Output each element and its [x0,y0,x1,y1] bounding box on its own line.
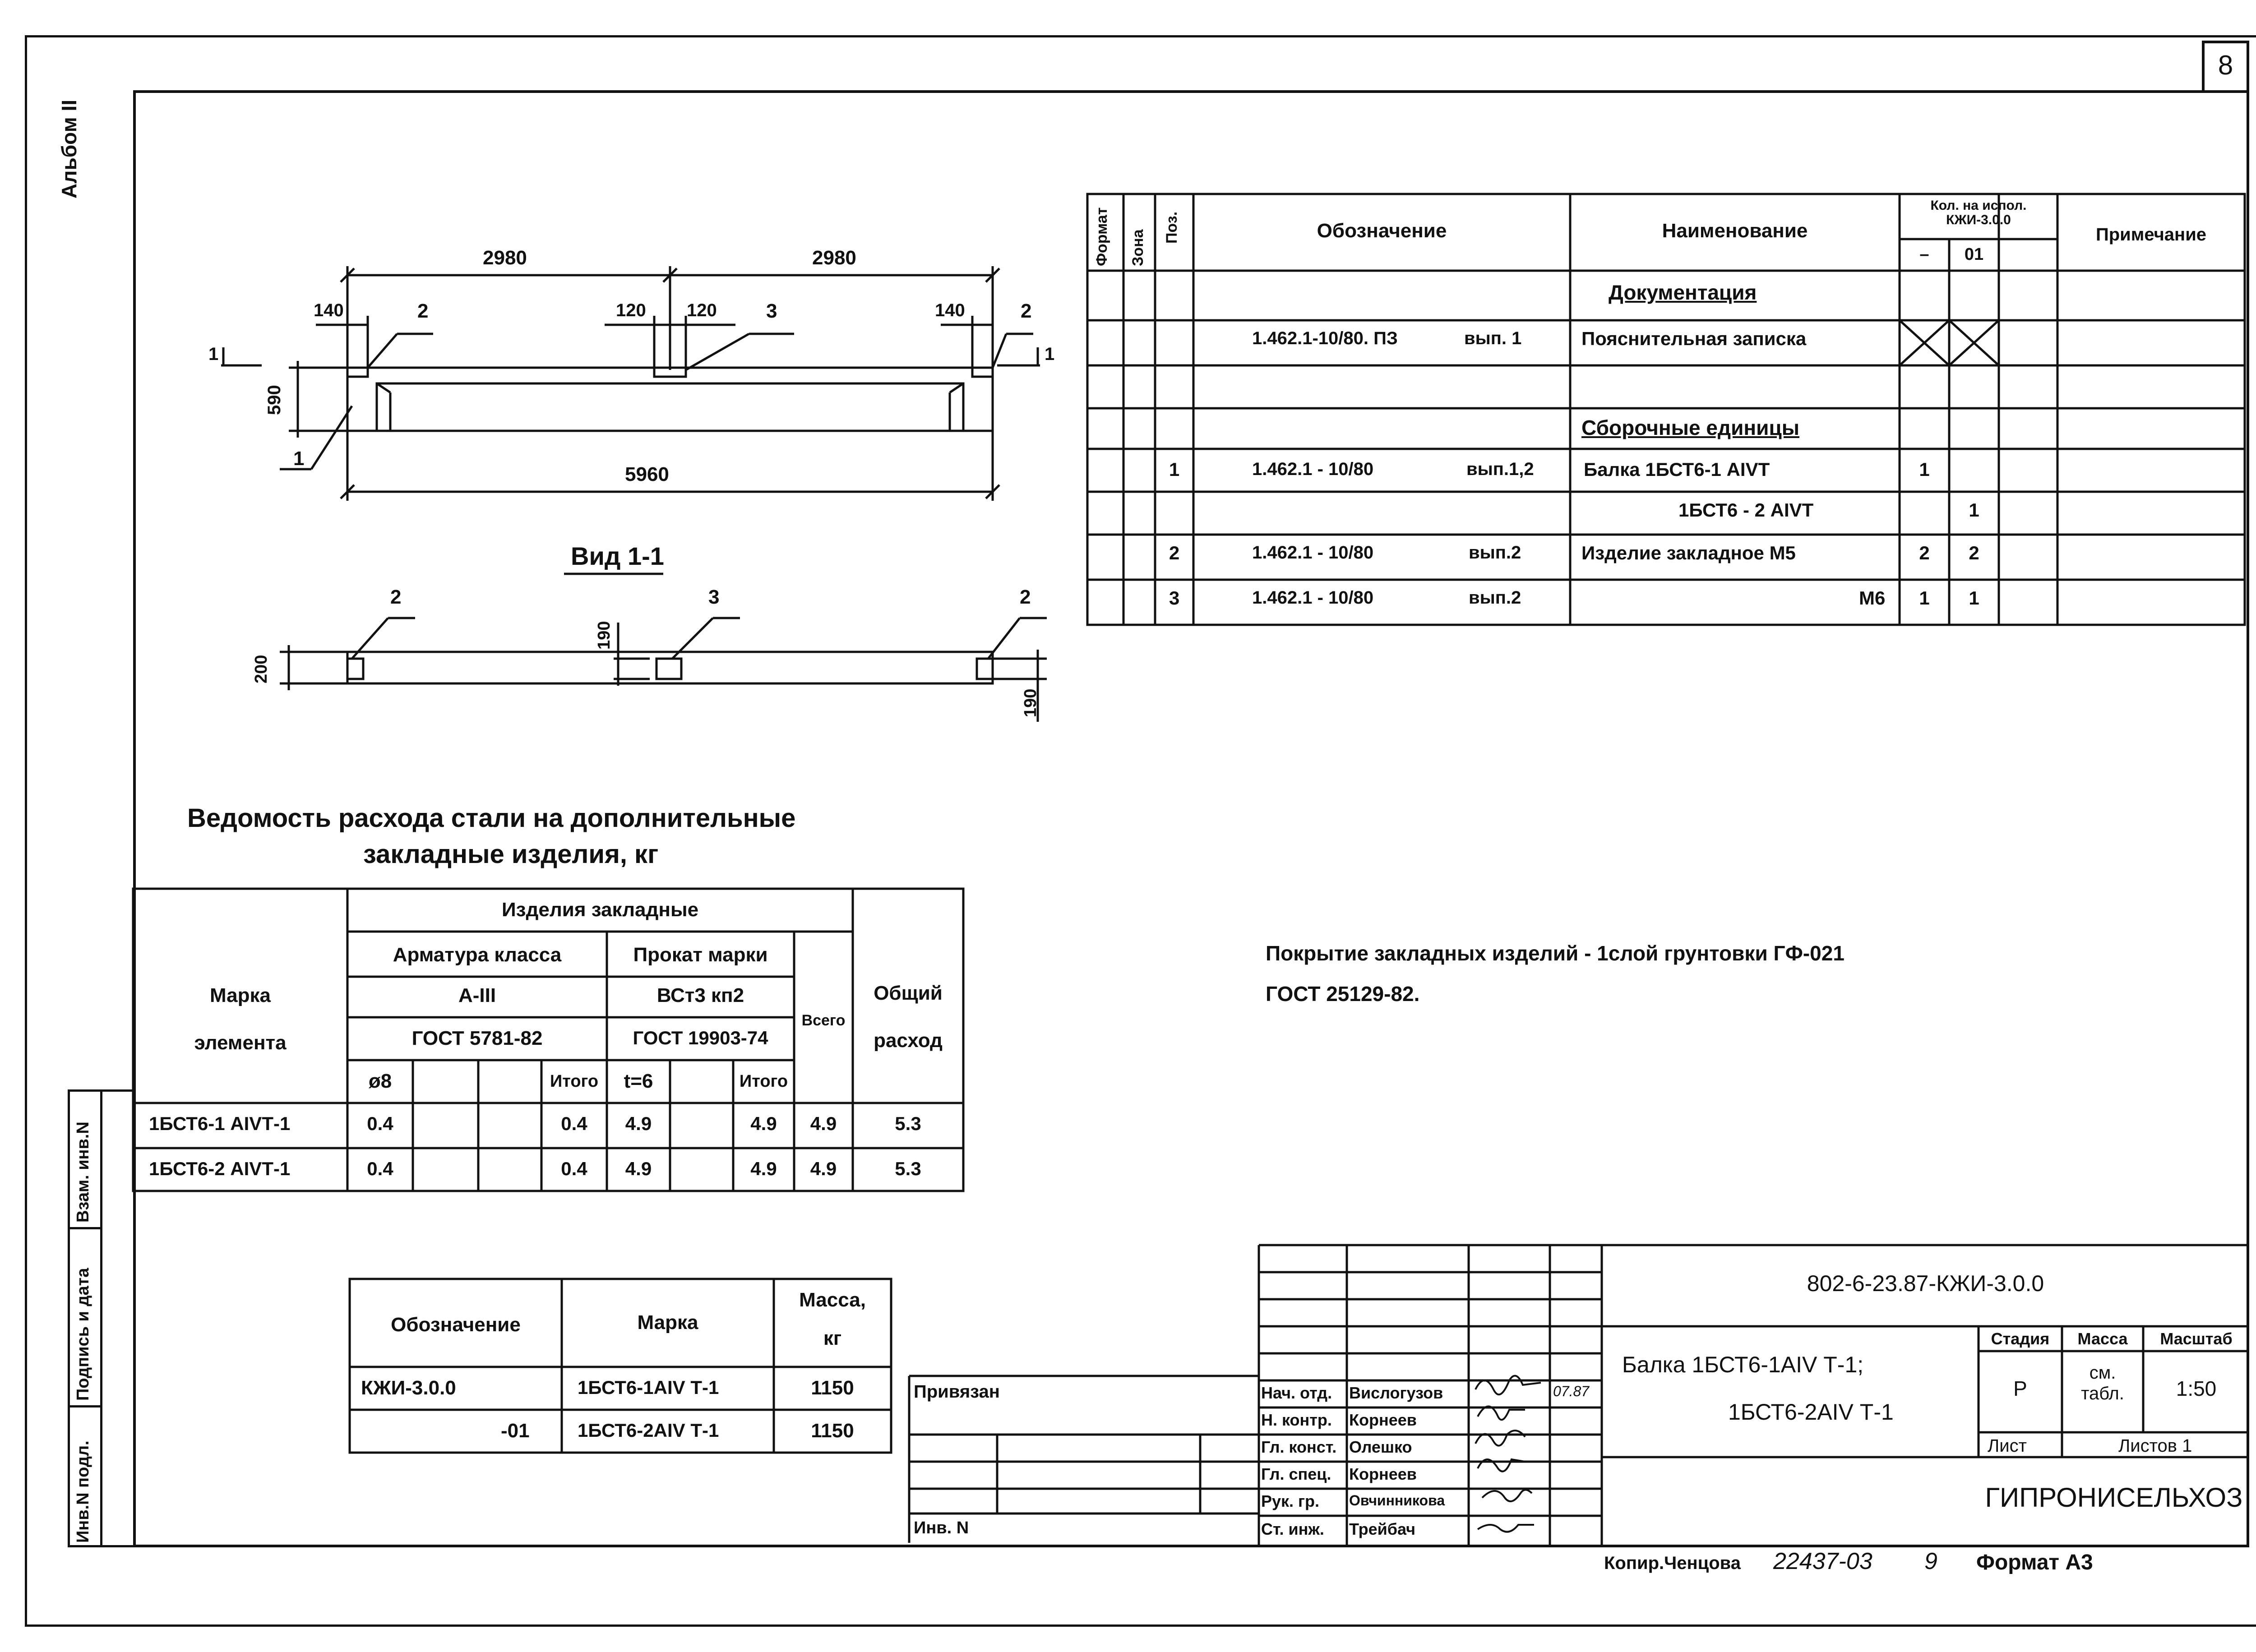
steel-h-elementa: элемента [194,1032,287,1054]
spec-row-4-issue: вып.2 [1469,588,1521,608]
spec-h-designation: Обозначение [1317,220,1447,242]
steel-h-itogo1: Итого [550,1072,599,1091]
spec-table-grid [1083,189,2247,632]
footer-copied: Копир.Ченцова [1604,1553,1741,1573]
signer-name-2: Корнеев [1349,1411,1417,1429]
album-label: Альбом II [57,100,81,198]
title-list: Лист [1988,1436,2027,1456]
side-stamp-podpis: Подпись и дата [74,1268,92,1401]
inv-n-label: Инв. N [914,1518,969,1537]
side-stamp-vzam: Взам. инв.N [74,1121,92,1223]
sheet-number: 8 [2218,50,2233,80]
signer-name-3: Олешко [1349,1438,1412,1456]
mass-h-kg: кг [823,1327,842,1349]
steel-h-t6: t=6 [624,1070,653,1092]
steel-row-1-itogo1: 0.4 [561,1113,587,1134]
view-label-3: 3 [708,586,720,608]
label-2-left: 2 [417,300,429,322]
spec-h-zone: Зона [1129,229,1146,266]
steel-row-2-mark: 1БСТ6-2 АIVТ-1 [149,1158,291,1179]
spec-h-qty-sub2: 01 [1964,245,1984,264]
signer-role-2: Н. контр. [1261,1411,1332,1429]
mass-row-1-oboz: КЖИ-3.0.0 [361,1377,456,1399]
spec-row-4-name: М6 [1859,587,1886,609]
title-name-line2: 1БСТ6-2АIV Т-1 [1728,1399,1894,1425]
cut-mark-left: 1 [208,344,219,364]
spec-row-3-q1: 2 [1919,542,1930,563]
footer-format: Формат А3 [1976,1550,2093,1574]
footer-number: 22437-03 [1773,1548,1872,1574]
signer-role-1: Нач. отд. [1261,1384,1332,1402]
title-date: 07.87 [1553,1383,1590,1399]
spec-row-3-issue: вып.2 [1469,543,1521,563]
label-2-right: 2 [1021,300,1032,322]
steel-row-1-mark: 1БСТ6-1 АIVТ-1 [149,1113,291,1134]
mass-row-2-oboz: -01 [501,1420,530,1442]
mass-row-2-marka: 1БСТ6-2АIV Т-1 [578,1420,719,1441]
steel-row-1-vsego: 4.9 [810,1113,837,1134]
spec-row-3-pos: 2 [1169,542,1180,563]
side-stamp-inv-podl: Инв.N подл. [74,1440,92,1543]
steel-row-1-total: 5.3 [895,1113,921,1134]
steel-h-izdelia: Изделия закладные [501,899,699,921]
steel-row-1-phi8: 0.4 [367,1113,393,1134]
signer-name-4: Корнеев [1349,1465,1417,1483]
spec-row-1-name: Балка 1БСТ6-1 АIVТ [1584,459,1770,480]
view-label-2-left: 2 [390,586,402,608]
signer-role-4: Гл. спец. [1261,1465,1331,1483]
steel-h-obshiy: Общий [874,982,943,1004]
spec-h-pos: Поз. [1163,211,1180,244]
signer-role-3: Гл. конст. [1261,1438,1337,1456]
mass-h-massa: Масса, [799,1289,866,1311]
title-stadia: Р [2013,1377,2027,1400]
side-stamp-divider [68,1227,102,1229]
signer-name-5: Овчинникова [1349,1492,1445,1509]
spec-section-docs: Документация [1609,281,1757,304]
spec-row-1-designation: 1.462.1 - 10/80 [1252,459,1374,479]
mass-row-1-marka: 1БСТ6-1АIV Т-1 [578,1377,719,1398]
view-dim-190-mid: 190 [595,621,614,650]
privyazan-label: Привязан [914,1382,1000,1402]
dim-140-right: 140 [935,300,965,320]
steel-h-vst: ВСт3 кп2 [656,984,744,1006]
coating-note-line2: ГОСТ 25129-82. [1266,982,1420,1006]
steel-row-2-total: 5.3 [895,1158,921,1179]
steel-row-1-itogo2: 4.9 [750,1113,777,1134]
title-name-line1: Балка 1БСТ6-1АIV Т-1; [1622,1352,1864,1377]
spec-h-note: Примечание [2095,225,2207,245]
footer-sheet: 9 [1924,1548,1937,1574]
spec-row-2-name: 1БСТ6 - 2 АIVТ [1678,499,1814,521]
signer-role-5: Рук. гр. [1261,1492,1320,1510]
title-massa: см. табл. [2081,1363,2124,1403]
dim-140-left: 140 [314,300,344,320]
spec-section-units: Сборочные единицы [1581,416,1799,439]
spec-row-3-designation: 1.462.1 - 10/80 [1252,543,1374,563]
dim-2980-left: 2980 [483,247,527,269]
spec-row-4-q2: 1 [1969,587,1979,609]
spec-row-1-pos: 1 [1169,459,1180,480]
title-code: 802-6-23.87-КЖИ-3.0.0 [1807,1271,2044,1296]
spec-h-qty: Кол. на испол. КЖИ-3.0.0 [1930,198,2027,227]
steel-title-line1: Ведомость расхода стали на дополнительные [187,803,796,833]
steel-row-2-itogo1: 0.4 [561,1158,587,1179]
title-org: ГИПРОНИСЕЛЬХОЗ [1985,1482,2243,1513]
mass-row-1-massa: 1150 [811,1377,854,1399]
steel-row-1-t6: 4.9 [625,1113,652,1134]
spec-h-name: Наименование [1662,220,1808,242]
spec-row-4-designation: 1.462.1 - 10/80 [1252,588,1374,608]
mass-h-marka: Марка [637,1311,698,1334]
steel-row-2-t6: 4.9 [625,1158,652,1179]
steel-h-phi8: ø8 [368,1070,392,1092]
view-label-2-right: 2 [1020,586,1031,608]
spec-row-2-q2: 1 [1969,499,1979,521]
spec-row-4-pos: 3 [1169,587,1180,609]
signer-role-6: Ст. инж. [1261,1520,1324,1538]
title-h-masshtab: Масштаб [2160,1329,2233,1348]
view-title: Вид 1-1 [571,542,664,570]
steel-row-2-itogo2: 4.9 [750,1158,777,1179]
signer-name-1: Вислогузов [1349,1384,1443,1402]
steel-h-itogo2: Итого [739,1072,788,1091]
steel-h-vsego: Всего [801,1012,846,1029]
title-h-stadia: Стадия [1991,1329,2050,1348]
spec-row-3-name: Изделие закладное М5 [1581,542,1796,563]
title-listov: Листов 1 [2118,1436,2192,1456]
side-stamp-divider [100,1089,102,1547]
cut-mark-right: 1 [1045,344,1055,364]
spec-row-3-q2: 2 [1969,542,1979,563]
title-h-massa: Масса [2077,1329,2128,1348]
steel-title-line2: закладные изделия, кг [363,840,659,869]
title-masshtab: 1:50 [2176,1377,2217,1400]
side-stamp-divider [68,1405,102,1407]
view-dim-200: 200 [252,655,271,683]
spec-row-1-issue: вып.1,2 [1466,459,1534,479]
steel-row-2-phi8: 0.4 [367,1158,393,1179]
mass-h-oboz: Обозначение [391,1314,521,1336]
spec-h-qty-sub1: – [1919,245,1929,264]
label-1: 1 [293,448,305,470]
label-3: 3 [766,300,777,322]
steel-row-2-vsego: 4.9 [810,1158,837,1179]
dim-120-a: 120 [616,300,646,320]
spec-h-format: Формат [1093,207,1110,266]
steel-h-rashod: расход [874,1029,943,1052]
view-dim-190-right: 190 [1021,688,1040,717]
spec-row-4-q1: 1 [1919,587,1930,609]
mass-row-2-massa: 1150 [811,1420,854,1442]
spec-row-1-q1: 1 [1919,459,1930,480]
steel-h-marka: Марка [209,984,271,1006]
dim-5960: 5960 [625,463,669,485]
spec-doc-designation: 1.462.1-10/80. ПЗ [1252,328,1398,348]
dim-590: 590 [264,385,284,415]
coating-note-line1: Покрытие закладных изделий - 1слой грунтовки ГФ-021 [1266,941,1845,965]
signer-name-6: Трейбач [1349,1520,1416,1538]
dim-2980-right: 2980 [812,247,856,269]
steel-h-armatura: Арматура класса [393,944,562,966]
dim-120-b: 120 [687,300,717,320]
steel-h-a3: А-III [458,984,496,1006]
spec-doc-name: Пояснительная записка [1581,328,1807,349]
steel-h-prokat: Прокат марки [633,944,768,966]
steel-h-gost1: ГОСТ 5781-82 [411,1027,543,1049]
steel-h-gost2: ГОСТ 19903-74 [633,1027,768,1048]
spec-doc-issue: вып. 1 [1464,328,1522,348]
